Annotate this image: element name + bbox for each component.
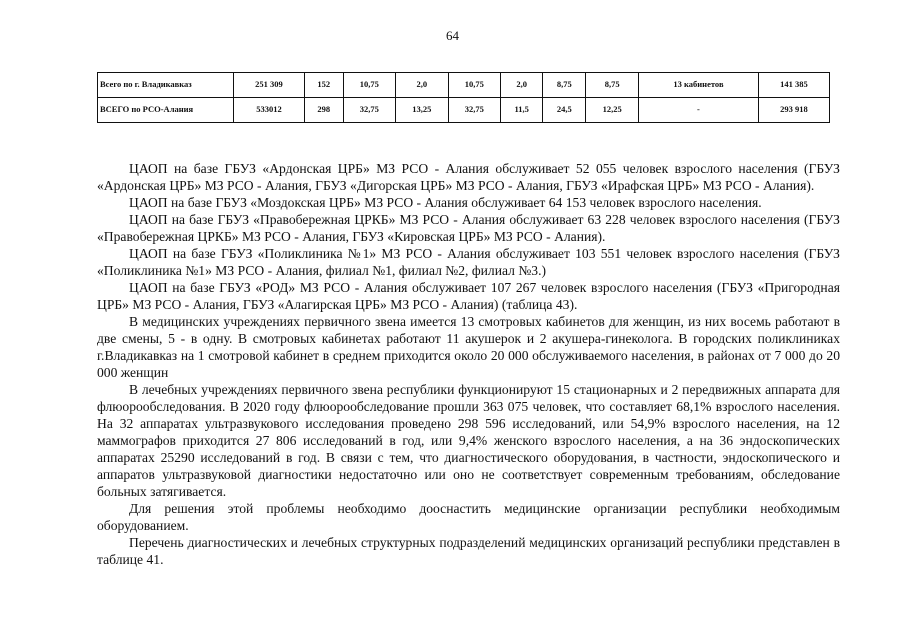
table-cell: 13,25 <box>396 98 448 123</box>
table-row <box>98 98 830 123</box>
table-cell: 32,75 <box>448 98 500 123</box>
paragraph: ЦАОП на базе ГБУЗ «Ардонская ЦРБ» МЗ РСО - Алания обслуживает 52 055 человек взрослого населения (ГБУЗ «Ардонская ЦРБ» МЗ РСО - Алания, ГБУЗ «Дигорская ЦРБ» МЗ РСО - Алания, ГБУЗ «Ирафская ЦРБ» МЗ РСО - Алания). <box>97 161 840 193</box>
table-cell: 13 кабинетов <box>638 73 758 98</box>
table-row <box>98 73 830 98</box>
table-cell: 251 309 <box>234 73 305 98</box>
paragraph: ЦАОП на базе ГБУЗ «Моздокская ЦРБ» МЗ РСО - Алания обслуживает 64 153 человек взрослого населения. <box>129 195 762 210</box>
table-cell: 152 <box>304 73 343 98</box>
table-cell: 24,5 <box>543 98 586 123</box>
table-cell: 8,75 <box>543 73 586 98</box>
table-cell: 141 385 <box>758 73 829 98</box>
table-cell: 2,0 <box>396 73 448 98</box>
table-cell: 8,75 <box>586 73 638 98</box>
paragraph: В лечебных учреждениях первичного звена республики функционируют 15 стационарных и 2 передвижных аппарата для флюорообследования. В 2020 году флюорообследование прошли 363 075 человек, что составляет 68,1% взрослого населения. На 32 аппаратах ультразвукового исследования проведено 298 596 исследований, или 54,9% взрослого населения, на 12 маммографов приходится 27 806 исследований в год, или 9,4% женского взрослого населения, а на 36 эндоскопических аппаратах 25290 исследований в год. В связи с тем, что диагностического оборудования, в частности, эндоскопического и аппаратов ультразвуковой диагностики недостаточно или оно не соответствует современным требованиям, обследование больных затягивается. <box>97 382 840 499</box>
table-cell: 12,25 <box>586 98 638 123</box>
paragraph: ЦАОП на базе ГБУЗ «РОД» МЗ РСО - Алания обслуживает 107 267 человек взрослого населения (ГБУЗ «Пригородная ЦРБ» МЗ РСО - Алания, ГБУЗ «Алагирская ЦРБ» МЗ РСО - Алания) (таблица 43). <box>97 280 840 312</box>
paragraph: ЦАОП на базе ГБУЗ «Правобережная ЦРКБ» МЗ РСО - Алания обслуживает 63 228 человек взрослого населения (ГБУЗ «Правобережная ЦРКБ» МЗ РСО - Алания, ГБУЗ «Кировская ЦРБ» МЗ РСО - Алания). <box>97 212 840 244</box>
table-cell: 298 <box>304 98 343 123</box>
row-label-cell: ВСЕГО по РСО-Алания <box>98 98 234 123</box>
paragraph: ЦАОП на базе ГБУЗ «Поликлиника №1» МЗ РСО - Алания обслуживает 103 551 человек взрослого населения (ГБУЗ «Поликлиника №1» МЗ РСО - Алания, филиал №1, филиал №2, филиал №3.) <box>97 246 840 278</box>
table-cell: 32,75 <box>343 98 395 123</box>
table-cell: 10,75 <box>448 73 500 98</box>
table-cell: - <box>638 98 758 123</box>
document-body <box>97 160 840 568</box>
paragraph: Для решения этой проблемы необходимо дооснастить медицинские организации республики необходимым оборудованием. <box>97 501 840 533</box>
paragraph: Перечень диагностических и лечебных структурных подразделений медицинских организаций республики представлен в таблице 41. <box>97 535 840 567</box>
table-cell: 533012 <box>234 98 305 123</box>
row-label-cell: Всего по г. Владикавказ <box>98 73 234 98</box>
table-cell: 11,5 <box>501 98 543 123</box>
table-cell: 10,75 <box>343 73 395 98</box>
paragraph: В медицинских учреждениях первичного звена имеется 13 смотровых кабинетов для женщин, из них восемь работают в две смены, 5 - в одну. В смотровых кабинетах работают 11 акушерок и 2 акушера-гинеколога. В городских поликлиниках г.Владикавказ на 1 смотровой кабинет в среднем приходится около 20 000 обслуживаемого населения, в районах от 7 000 до 20 000 женщин <box>97 314 840 380</box>
table-cell: 293 918 <box>758 98 829 123</box>
table-cell: 2,0 <box>501 73 543 98</box>
summary-table <box>97 72 830 123</box>
page-number: 64 <box>446 28 459 43</box>
